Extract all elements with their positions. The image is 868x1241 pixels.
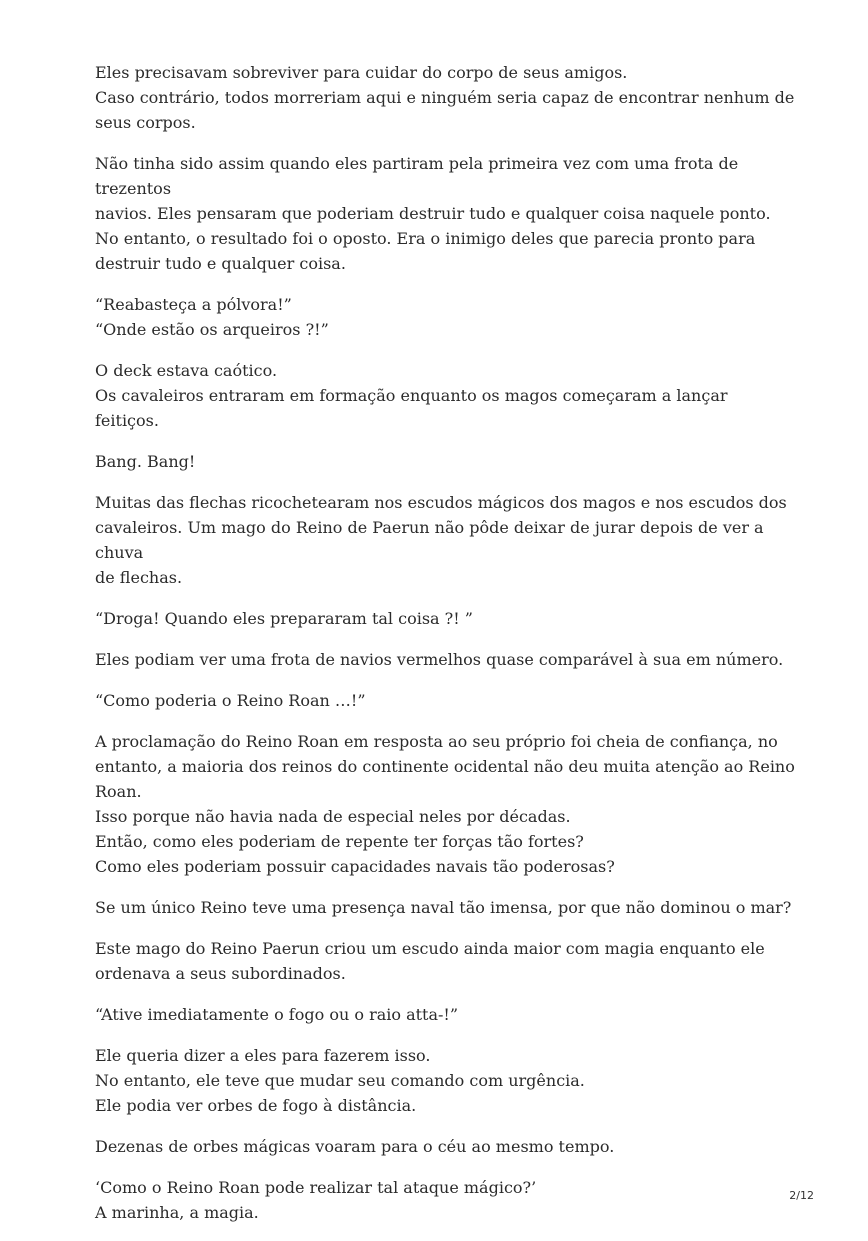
- paragraph: ‘Como o Reino Roan pode realizar tal ataque mágico?’ A marinha, a magia.: [95, 1178, 537, 1222]
- paragraph: Ele queria dizer a eles para fazerem isso. No entanto, ele teve que mudar seu comando com urgência. Ele podia ver orbes de fogo à distância.: [95, 1046, 585, 1115]
- paragraph: “Ative imediatamente o fogo ou o raio atta-!”: [95, 1005, 459, 1024]
- paragraph: O deck estava caótico. Os cavaleiros entraram em formação enquanto os magos começaram a lançar feitiços.: [95, 361, 728, 430]
- paragraph: Este mago do Reino Paerun criou um escudo ainda maior com magia enquanto ele ordenava a seus subordinados.: [95, 939, 765, 983]
- paragraph: Eles podiam ver uma frota de navios vermelhos quase comparável à sua em número.: [95, 650, 784, 669]
- paragraph: “Droga! Quando eles prepararam tal coisa ?! ”: [95, 609, 473, 628]
- paragraph: A proclamação do Reino Roan em resposta ao seu próprio foi cheia de confiança, no entanto, a maioria dos reinos do continente ocidental não deu muita atenção ao Reino Roan. Isso porque não havia nada de especial neles por décadas. Então, como eles poderiam de repente ter forças tão fortes? Como eles poderiam possuir capacidades navais tão poderosas?: [95, 732, 795, 876]
- paragraph: “Reabasteça a pólvora!” “Onde estão os arqueiros ?!”: [95, 295, 329, 339]
- paragraph: Dezenas de orbes mágicas voaram para o céu ao mesmo tempo.: [95, 1137, 615, 1156]
- document-body: [95, 60, 795, 1241]
- page-number: 2/12: [789, 1189, 814, 1202]
- paragraph: Muitas das flechas ricochetearam nos escudos mágicos dos magos e nos escudos dos cavaleiros. Um mago do Reino de Paerun não pôde deixar de jurar depois de ver a chuva de flechas.: [95, 493, 787, 587]
- paragraph: Bang. Bang!: [95, 452, 196, 471]
- paragraph: Não tinha sido assim quando eles partiram pela primeira vez com uma frota de trezentos navios. Eles pensaram que poderiam destruir tudo e qualquer coisa naquele ponto. No entanto, o resultado foi o oposto. Era o inimigo deles que parecia pronto para destruir tudo e qualquer coisa.: [95, 154, 771, 273]
- paragraph: Eles precisavam sobreviver para cuidar do corpo de seus amigos. Caso contrário, todos morreriam aqui e ninguém seria capaz de encontrar nenhum de seus corpos.: [95, 63, 795, 132]
- paragraph: Se um único Reino teve uma presença naval tão imensa, por que não dominou o mar?: [95, 898, 792, 917]
- paragraph: “Como poderia o Reino Roan …!”: [95, 691, 366, 710]
